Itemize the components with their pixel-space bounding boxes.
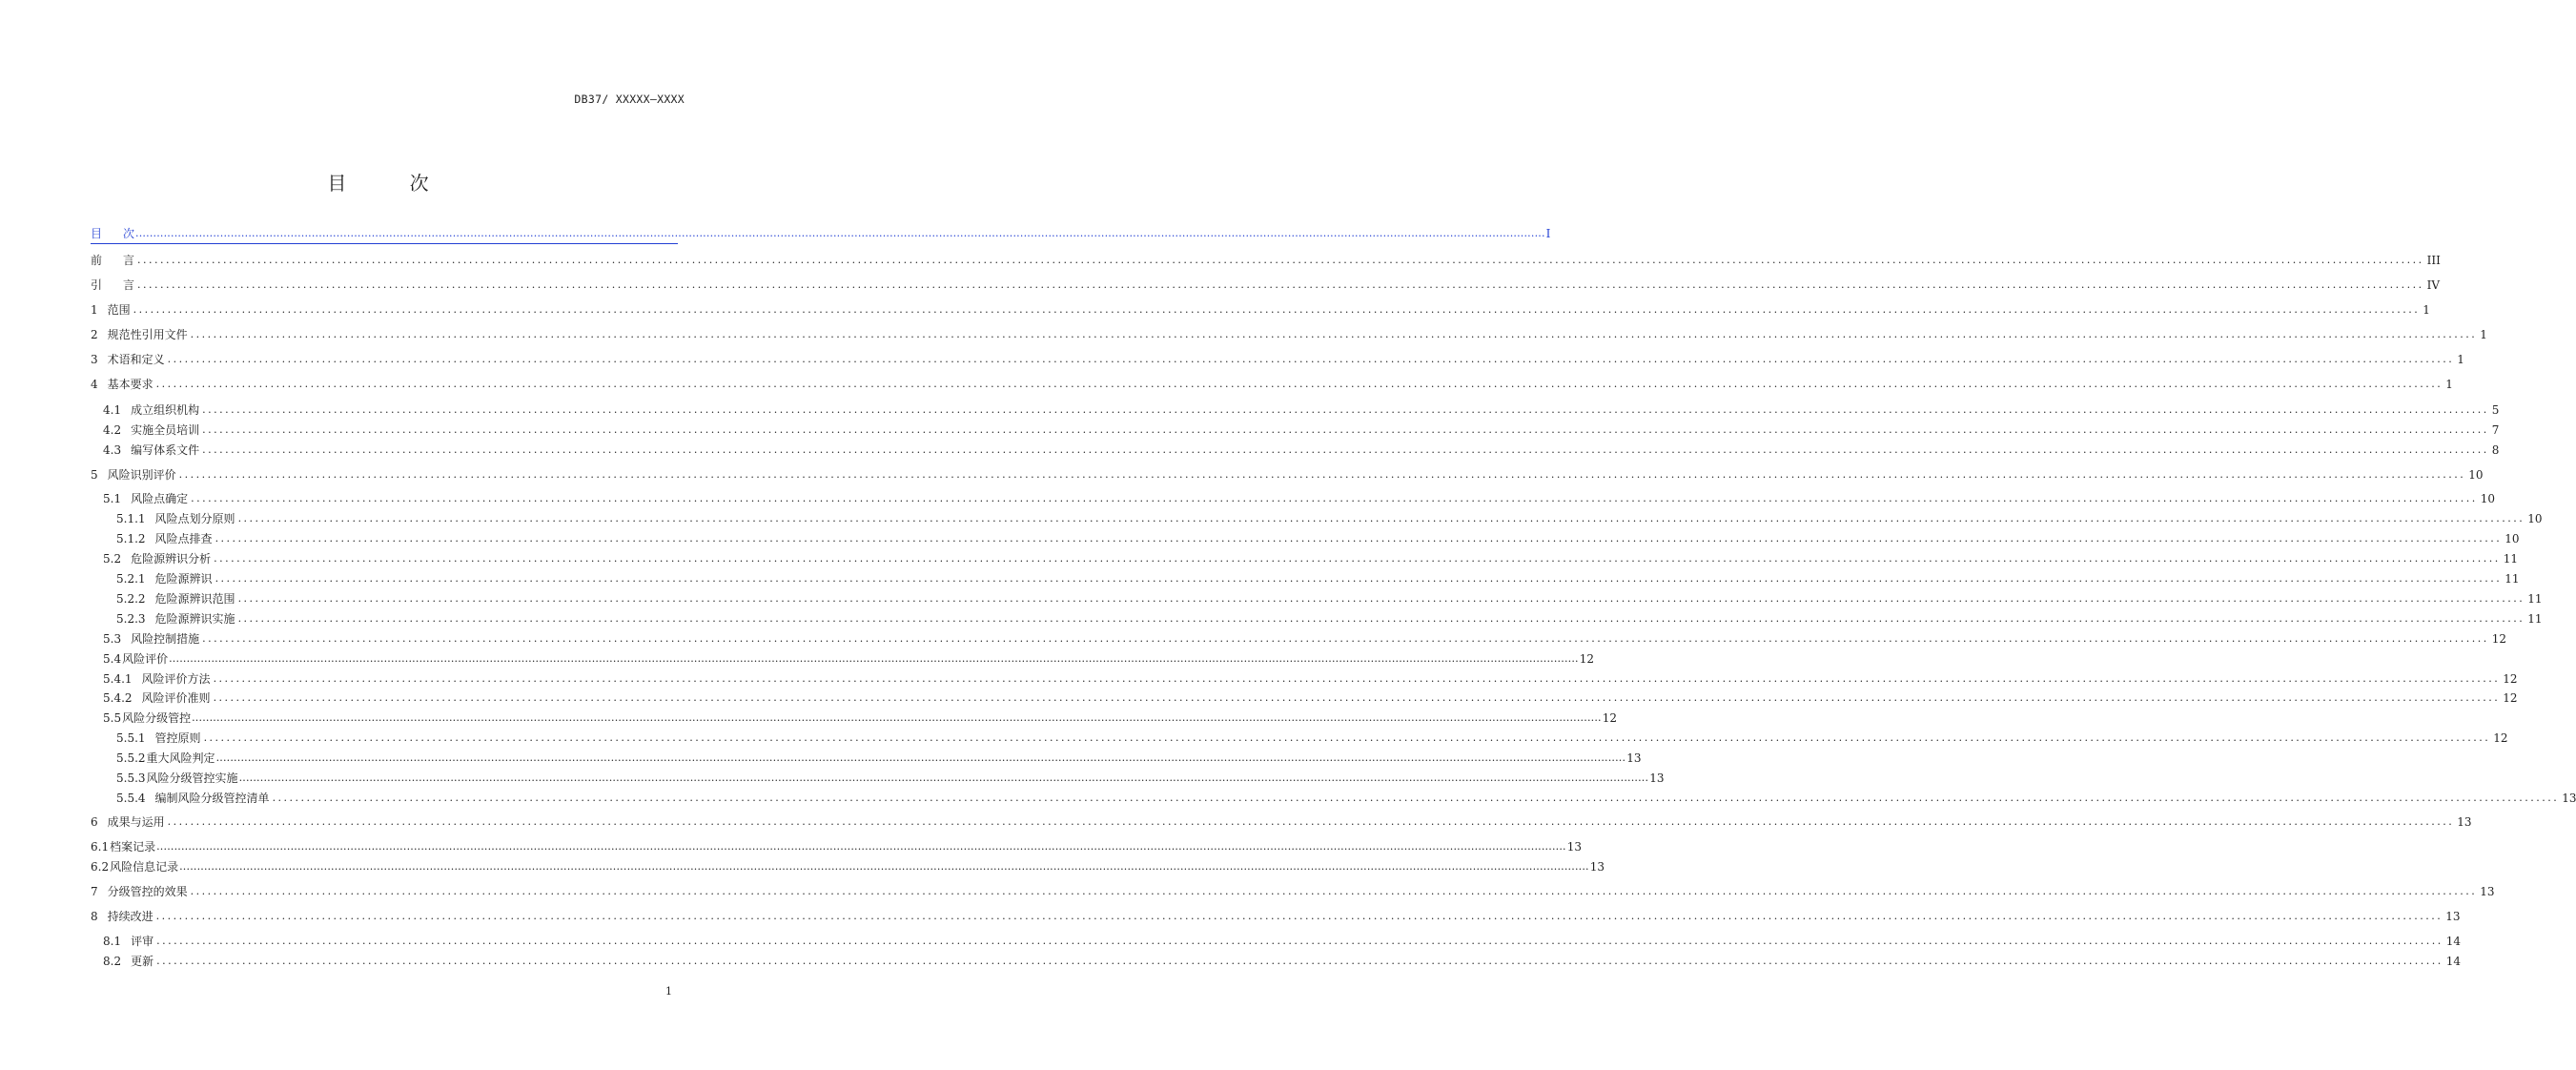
toc-entry[interactable] bbox=[91, 629, 2507, 648]
page-title: 目 次 bbox=[327, 172, 458, 195]
toc-entry[interactable] bbox=[91, 529, 2520, 548]
toc-entry[interactable] bbox=[91, 857, 1605, 876]
toc-entry-number: 4.1 bbox=[103, 403, 122, 417]
toc-entry-number: 5.2.1 bbox=[116, 572, 146, 586]
toc-entry[interactable] bbox=[91, 649, 1595, 669]
toc-entry-page: 14 bbox=[2445, 955, 2462, 968]
toc-entry[interactable] bbox=[91, 769, 1665, 788]
toc-entry-number: 5.5 bbox=[103, 711, 122, 725]
toc-leader-dots: ................................................................................................................................................................................................................................................................................................................................................................................................................ bbox=[192, 711, 1602, 724]
toc-entry-number: 7 bbox=[91, 885, 98, 898]
toc-entry[interactable] bbox=[91, 350, 2464, 369]
toc-entry[interactable] bbox=[91, 421, 2500, 440]
toc-leader-dots: ................................................................................................................................................................................................................................................................................................................................................................................................................ bbox=[213, 691, 2501, 704]
toc-entry-number: 5.4 bbox=[103, 652, 122, 666]
toc-leader-dots: ................................................................................................................................................................................................................................................................................................................................................................................................................ bbox=[213, 672, 2501, 685]
toc-entry-label: 言 bbox=[123, 278, 135, 292]
toc-entry-label: 风险控制措施 bbox=[131, 632, 200, 646]
toc-entry[interactable] bbox=[91, 952, 2462, 971]
toc-leader-dots: ................................................................................................................................................................................................................................................................................................................................................................................................................ bbox=[155, 910, 2443, 922]
toc-leader-dots: ................................................................................................................................................................................................................................................................................................................................................................................................................ bbox=[169, 652, 1579, 665]
toc-entry[interactable] bbox=[91, 401, 2500, 420]
toc-entry-page: 11 bbox=[2527, 612, 2543, 626]
toc-leader-dots: ................................................................................................................................................................................................................................................................................................................................................................................................................ bbox=[167, 815, 2455, 828]
toc-leader-dots: ................................................................................................................................................................................................................................................................................................................................................................................................................ bbox=[237, 612, 2525, 625]
toc-entry[interactable] bbox=[91, 441, 2500, 460]
toc-entry-number: 5.2.2 bbox=[116, 592, 146, 606]
toc-entry-page: 11 bbox=[2504, 572, 2520, 586]
toc-entry-number: 5.2 bbox=[103, 552, 122, 566]
toc-entry[interactable] bbox=[91, 569, 2520, 588]
toc-entry-label: 术语和定义 bbox=[107, 353, 165, 366]
toc-leader-dots: ................................................................................................................................................................................................................................................................................................................................................................................................................ bbox=[202, 632, 2489, 645]
toc-entry-page: 10 bbox=[2527, 512, 2543, 525]
toc-entry-page: 12 bbox=[1579, 652, 1595, 666]
toc-entry[interactable] bbox=[91, 729, 2508, 748]
toc-leader-dots: ................................................................................................................................................................................................................................................................................................................................................................................................................ bbox=[191, 492, 2478, 504]
toc-entry-page: 13 bbox=[1649, 772, 1665, 785]
toc-leader-dots: ................................................................................................................................................................................................................................................................................................................................................................................................................ bbox=[215, 532, 2503, 545]
toc-entry-page: 1 bbox=[2480, 328, 2487, 341]
toc-entry-label: 风险识别评价 bbox=[107, 468, 176, 482]
toc-entry-label: 风险点排查 bbox=[154, 532, 213, 545]
toc-entry-page: 12 bbox=[2503, 672, 2518, 686]
toc-entry-label: 风险点划分原则 bbox=[154, 512, 235, 525]
toc-entry-label: 评审 bbox=[131, 935, 154, 948]
toc-leader-dots: ................................................................................................................................................................................................................................................................................................................................................................................................................ bbox=[238, 772, 1649, 784]
toc-entry-number: 目 bbox=[91, 227, 103, 240]
toc-entry-number: 5.1.2 bbox=[116, 532, 146, 545]
toc-leader-dots: ................................................................................................................................................................................................................................................................................................................................................................................................................ bbox=[202, 443, 2489, 456]
toc-entry-page: III bbox=[2426, 254, 2441, 267]
toc-entry-number: 4 bbox=[91, 378, 98, 391]
toc-entry-label: 持续改进 bbox=[107, 910, 153, 923]
toc-entry-label: 编制风险分级管控清单 bbox=[154, 792, 270, 805]
toc-entry-label: 言 bbox=[123, 254, 135, 267]
toc-leader-dots: ................................................................................................................................................................................................................................................................................................................................................................................................................ bbox=[190, 885, 2478, 897]
toc-entry-label: 基本要求 bbox=[107, 378, 153, 391]
toc-leader-dots: ................................................................................................................................................................................................................................................................................................................................................................................................................ bbox=[203, 731, 2491, 744]
toc-entry-label: 风险分级管控实施 bbox=[146, 772, 238, 785]
toc-entry-label: 风险分级管控 bbox=[122, 711, 192, 725]
toc-entry-number: 4.2 bbox=[103, 423, 122, 437]
toc-entry-number: 5.1 bbox=[103, 492, 122, 505]
toc-entry[interactable] bbox=[91, 882, 2495, 901]
toc-entry-label: 风险点确定 bbox=[131, 492, 189, 505]
toc-leader-dots: ................................................................................................................................................................................................................................................................................................................................................................................................................ bbox=[156, 840, 1566, 853]
toc-leader-dots: ................................................................................................................................................................................................................................................................................................................................................................................................................ bbox=[133, 303, 2421, 316]
toc-entry-label: 危险源辨识范围 bbox=[154, 592, 235, 606]
toc-leader-dots: ................................................................................................................................................................................................................................................................................................................................................................................................................ bbox=[237, 512, 2525, 525]
toc-entry[interactable] bbox=[91, 509, 2543, 528]
toc-entry-page: IV bbox=[2426, 278, 2441, 292]
toc-leader-dots: ................................................................................................................................................................................................................................................................................................................................................................................................................ bbox=[215, 572, 2503, 585]
toc-entry-number: 1 bbox=[91, 303, 98, 317]
toc-entry-page: 11 bbox=[2527, 592, 2543, 606]
toc-entry[interactable] bbox=[91, 932, 2462, 951]
toc-entry-number: 2 bbox=[91, 328, 98, 341]
toc-leader-dots: ................................................................................................................................................................................................................................................................................................................................................................................................................ bbox=[156, 955, 2443, 967]
toc-entry[interactable] bbox=[91, 325, 2487, 344]
toc-leader-dots: ................................................................................................................................................................................................................................................................................................................................................................................................................ bbox=[190, 328, 2478, 340]
toc-entry[interactable] bbox=[91, 251, 2441, 270]
toc-entry-page: 10 bbox=[2480, 492, 2496, 505]
toc-entry-page: 13 bbox=[2480, 885, 2495, 898]
toc-entry-label: 分级管控的效果 bbox=[107, 885, 188, 898]
toc-entry-label: 更新 bbox=[131, 955, 154, 968]
toc-entry-number: 5.2.3 bbox=[116, 612, 146, 626]
toc-entry-page: 13 bbox=[1626, 751, 1642, 765]
toc-entry-number: 5.5.4 bbox=[116, 792, 146, 805]
toc-entry-page: 13 bbox=[1589, 860, 1605, 874]
toc-entry-label: 风险评价方法 bbox=[141, 672, 211, 686]
toc-leader-dots: ................................................................................................................................................................................................................................................................................................................................................................................................................ bbox=[237, 592, 2525, 605]
toc-leader-dots: ................................................................................................................................................................................................................................................................................................................................................................................................................ bbox=[155, 378, 2443, 390]
toc-entry[interactable] bbox=[91, 465, 2484, 484]
toc-entry-page: 5 bbox=[2491, 403, 2500, 417]
toc-entry[interactable] bbox=[91, 709, 1618, 728]
toc-entry[interactable] bbox=[91, 375, 2453, 394]
toc-entry[interactable] bbox=[91, 837, 1583, 856]
toc-entry[interactable] bbox=[91, 226, 1551, 244]
toc-entry[interactable] bbox=[91, 276, 2441, 295]
toc-leader-dots: ................................................................................................................................................................................................................................................................................................................................................................................................................ bbox=[272, 792, 2560, 804]
toc-entry-label: 风险评价准则 bbox=[141, 691, 211, 705]
toc-entry-page: 13 bbox=[2562, 792, 2576, 805]
page-number: 1 bbox=[665, 985, 672, 998]
toc-entry-label: 危险源辨识实施 bbox=[154, 612, 235, 626]
toc-entry-number: 5 bbox=[91, 468, 98, 482]
toc-entry-page: 10 bbox=[2468, 468, 2484, 482]
toc-entry-label: 成立组织机构 bbox=[131, 403, 200, 417]
toc-entry-label: 次 bbox=[123, 227, 135, 240]
toc-entry-number: 6 bbox=[91, 815, 98, 829]
toc-leader-dots: ................................................................................................................................................................................................................................................................................................................................................................................................................ bbox=[135, 227, 1545, 239]
toc-entry[interactable] bbox=[91, 789, 2576, 808]
toc-leader-dots: ................................................................................................................................................................................................................................................................................................................................................................................................................ bbox=[179, 860, 1589, 873]
toc-entry-page: I bbox=[1545, 227, 1551, 240]
toc-entry-label: 规范性引用文件 bbox=[107, 328, 188, 341]
toc-entry-number: 引 bbox=[91, 278, 103, 292]
toc-entry-label: 编写体系文件 bbox=[131, 443, 200, 457]
toc-entry-label: 成果与运用 bbox=[107, 815, 165, 829]
toc-entry-number: 5.4.2 bbox=[103, 691, 133, 705]
toc-leader-dots: ................................................................................................................................................................................................................................................................................................................................................................................................................ bbox=[137, 278, 2424, 291]
toc-leader-dots: ................................................................................................................................................................................................................................................................................................................................................................................................................ bbox=[215, 751, 1626, 764]
toc-entry-label: 实施全员培训 bbox=[131, 423, 200, 437]
toc-entry-page: 12 bbox=[1602, 711, 1618, 725]
toc-entry[interactable] bbox=[91, 749, 1642, 768]
toc-entry[interactable] bbox=[91, 609, 2543, 628]
toc-entry-number: 5.4.1 bbox=[103, 672, 133, 686]
toc-entry-page: 1 bbox=[2423, 303, 2430, 317]
toc-entry-number: 5.5.1 bbox=[116, 731, 146, 745]
toc-entry-number: 前 bbox=[91, 254, 103, 267]
toc-entry-number: 8.1 bbox=[103, 935, 122, 948]
document-code: DB37/ XXXXX—XXXX bbox=[574, 93, 685, 106]
toc-entry-number: 5.1.1 bbox=[116, 512, 146, 525]
toc-entry-label: 管控原则 bbox=[154, 731, 201, 745]
toc-entry[interactable] bbox=[91, 669, 2518, 689]
toc-entry-number: 4.3 bbox=[103, 443, 122, 457]
toc-entry-page: 12 bbox=[2491, 632, 2507, 646]
toc-entry-page: 8 bbox=[2491, 443, 2500, 457]
toc-entry-page: 12 bbox=[2503, 691, 2518, 705]
toc-entry-number: 6.1 bbox=[91, 840, 110, 854]
toc-entry[interactable] bbox=[91, 589, 2543, 608]
toc-leader-dots: ................................................................................................................................................................................................................................................................................................................................................................................................................ bbox=[202, 403, 2489, 416]
toc-entry-number: 8.2 bbox=[103, 955, 122, 968]
toc-entry[interactable] bbox=[91, 813, 2472, 832]
toc-entry-label: 危险源辨识 bbox=[154, 572, 213, 586]
toc-entry[interactable] bbox=[91, 489, 2496, 508]
toc-leader-dots: ................................................................................................................................................................................................................................................................................................................................................................................................................ bbox=[137, 254, 2424, 266]
toc-leader-dots: ................................................................................................................................................................................................................................................................................................................................................................................................................ bbox=[214, 552, 2501, 565]
toc-entry[interactable] bbox=[91, 689, 2518, 708]
toc-entry-page: 12 bbox=[2493, 731, 2508, 745]
toc-entry-page: 1 bbox=[2457, 353, 2464, 366]
toc-entry-label: 范围 bbox=[107, 303, 131, 317]
toc-entry-label: 风险信息记录 bbox=[110, 860, 179, 874]
toc-entry[interactable] bbox=[91, 907, 2461, 926]
toc-entry-label: 危险源辨识分析 bbox=[131, 552, 212, 566]
toc-leader-dots: ................................................................................................................................................................................................................................................................................................................................................................................................................ bbox=[202, 423, 2489, 436]
toc-entry-number: 6.2 bbox=[91, 860, 110, 874]
toc-entry-page: 14 bbox=[2445, 935, 2462, 948]
toc-entry-number: 8 bbox=[91, 910, 98, 923]
toc-entry-number: 5.5.2 bbox=[116, 751, 146, 765]
toc-entry-page: 13 bbox=[1566, 840, 1583, 854]
toc-entry-label: 档案记录 bbox=[110, 840, 156, 854]
toc-entry[interactable] bbox=[91, 549, 2519, 568]
toc-entry[interactable] bbox=[91, 300, 2430, 319]
toc-entry-page: 7 bbox=[2491, 423, 2500, 437]
toc-entry-label: 风险评价 bbox=[122, 652, 169, 666]
toc-leader-dots: ................................................................................................................................................................................................................................................................................................................................................................................................................ bbox=[178, 468, 2466, 481]
toc-leader-dots: ................................................................................................................................................................................................................................................................................................................................................................................................................ bbox=[156, 935, 2443, 947]
toc-entry-page: 13 bbox=[2445, 910, 2461, 923]
toc-entry-number: 3 bbox=[91, 353, 98, 366]
toc-entry-page: 11 bbox=[2503, 552, 2519, 566]
toc-entry-page: 1 bbox=[2445, 378, 2453, 391]
toc-entry-number: 5.3 bbox=[103, 632, 122, 646]
toc-entry-page: 10 bbox=[2504, 532, 2520, 545]
toc-entry-label: 重大风险判定 bbox=[146, 751, 215, 765]
toc-entry-page: 13 bbox=[2457, 815, 2472, 829]
toc-entry-number: 5.5.3 bbox=[116, 772, 146, 785]
toc-leader-dots: ................................................................................................................................................................................................................................................................................................................................................................................................................ bbox=[167, 353, 2455, 365]
